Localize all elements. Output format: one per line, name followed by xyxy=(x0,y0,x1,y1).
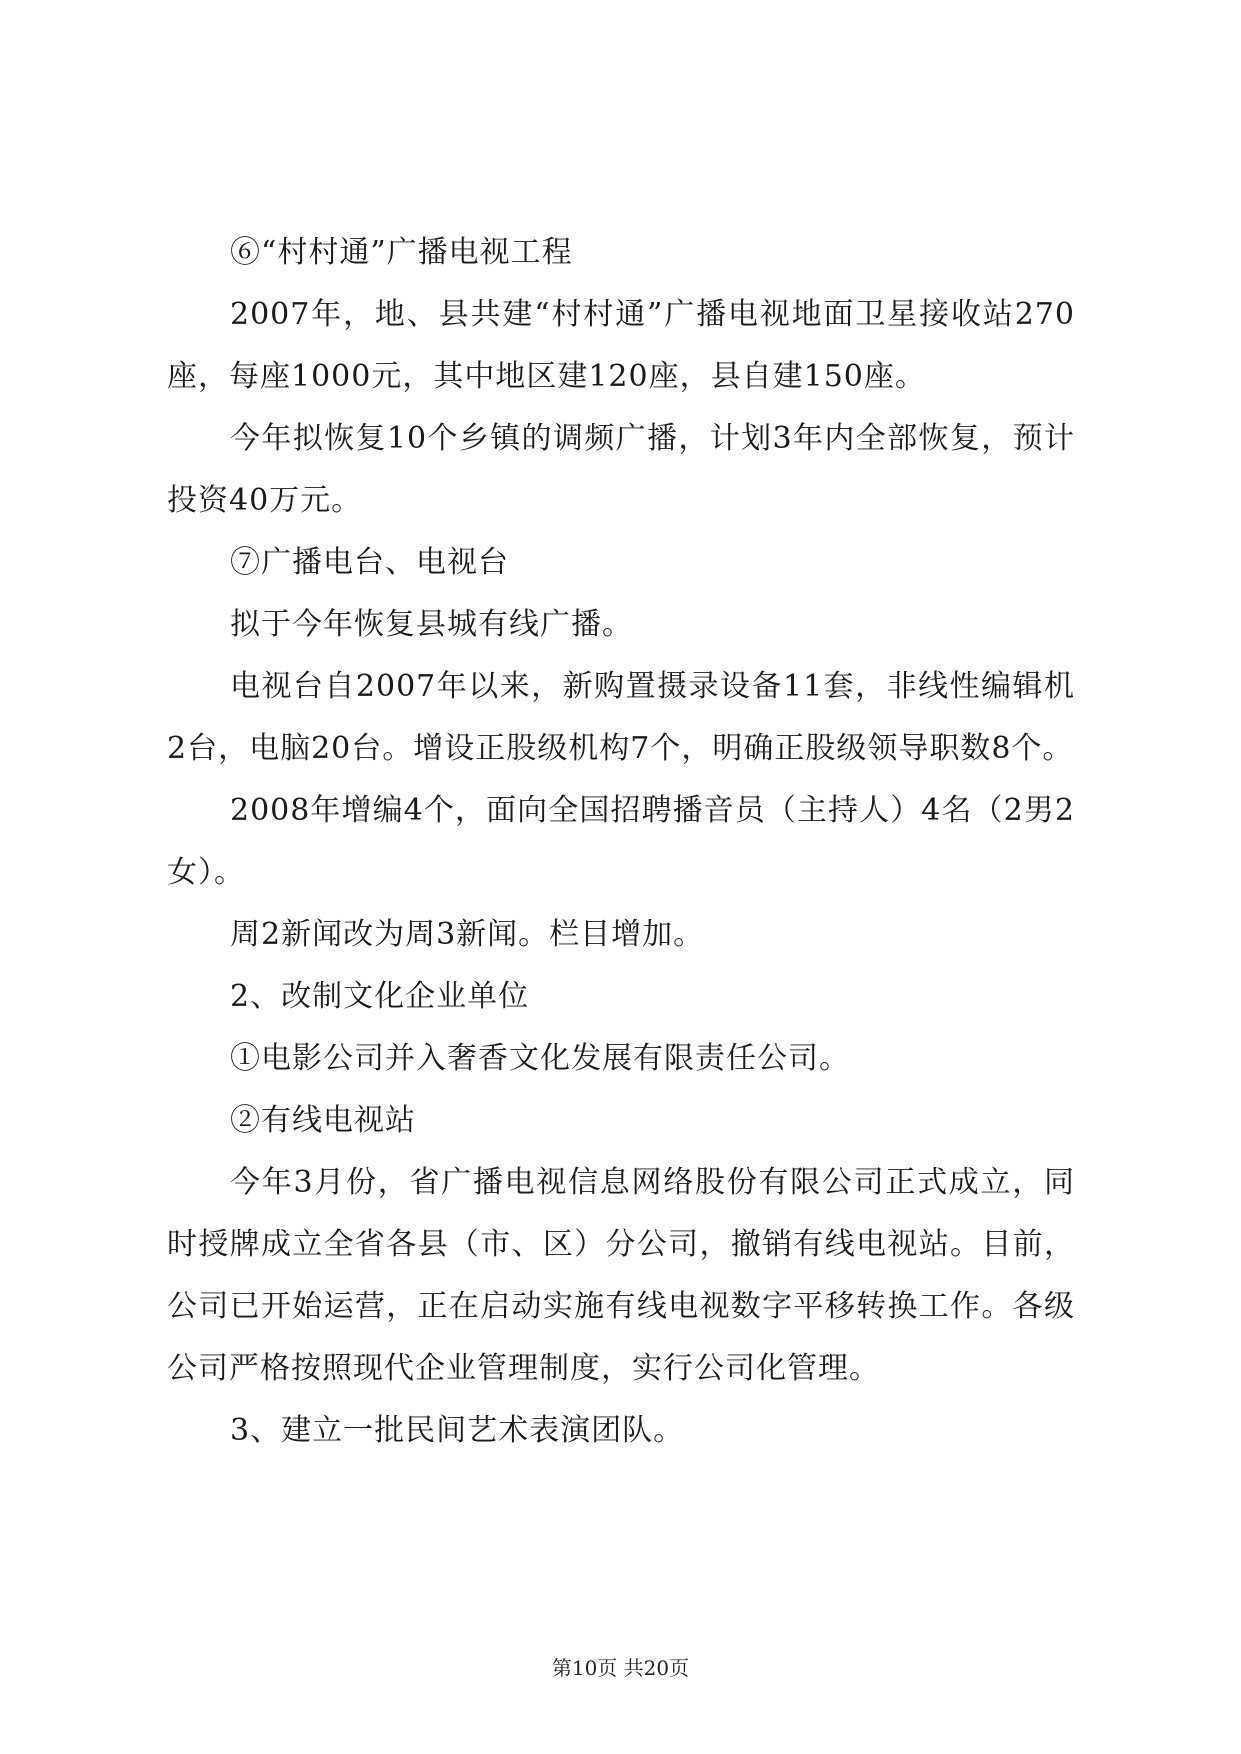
heading-radio-tv-station: ⑦广播电台、电视台 xyxy=(230,545,509,580)
paragraph-news-programs: 周2新闻改为周3新闻。栏目增加。 xyxy=(230,917,705,952)
paragraph-cable-broadcast: 拟于今年恢复县城有线广播。 xyxy=(230,607,633,642)
paragraph-film-company: ①电影公司并入奢香文化发展有限责任公司。 xyxy=(230,1041,850,1076)
heading-cable-tv-station: ②有线电视站 xyxy=(230,1103,416,1138)
heading-folk-art-troupes: 3、建立一批民间艺术表演团队。 xyxy=(230,1413,685,1448)
paragraph-network-company: 今年3月份，省广播电视信息网络股份有限公司正式成立，同时授牌成立全省各县（市、区）分公司，撤销有线电视站。目前，公司已开始运营，正在启动实施有线电视数字平移转换工作。各级公司严格按照现代企业管理制度，实行公司化管理。 xyxy=(167,1165,1075,1386)
document-body xyxy=(167,222,1075,1462)
heading-reform-enterprises: 2、改制文化企业单位 xyxy=(230,979,530,1014)
paragraph-tv-equipment: 电视台自2007年以来，新购置摄录设备11套，非线性编辑机2台，电脑20台。增设正股级机构7个，明确正股级领导职数8个。 xyxy=(167,669,1075,766)
paragraph-fm-broadcast: 今年拟恢复10个乡镇的调频广播，计划3年内全部恢复，预计投资40万元。 xyxy=(167,421,1075,518)
page-number-footer: 第10页 共20页 xyxy=(551,1656,690,1680)
paragraph-staffing: 2008年增编4个，面向全国招聘播音员（主持人）4名（2男2女）。 xyxy=(167,793,1075,890)
heading-cuncuntong-project: ⑥“村村通”广播电视工程 xyxy=(230,235,573,270)
paragraph-satellite-stations: 2007年，地、县共建“村村通”广播电视地面卫星接收站270座，每座1000元，其中地区建120座，县自建150座。 xyxy=(167,297,1075,394)
